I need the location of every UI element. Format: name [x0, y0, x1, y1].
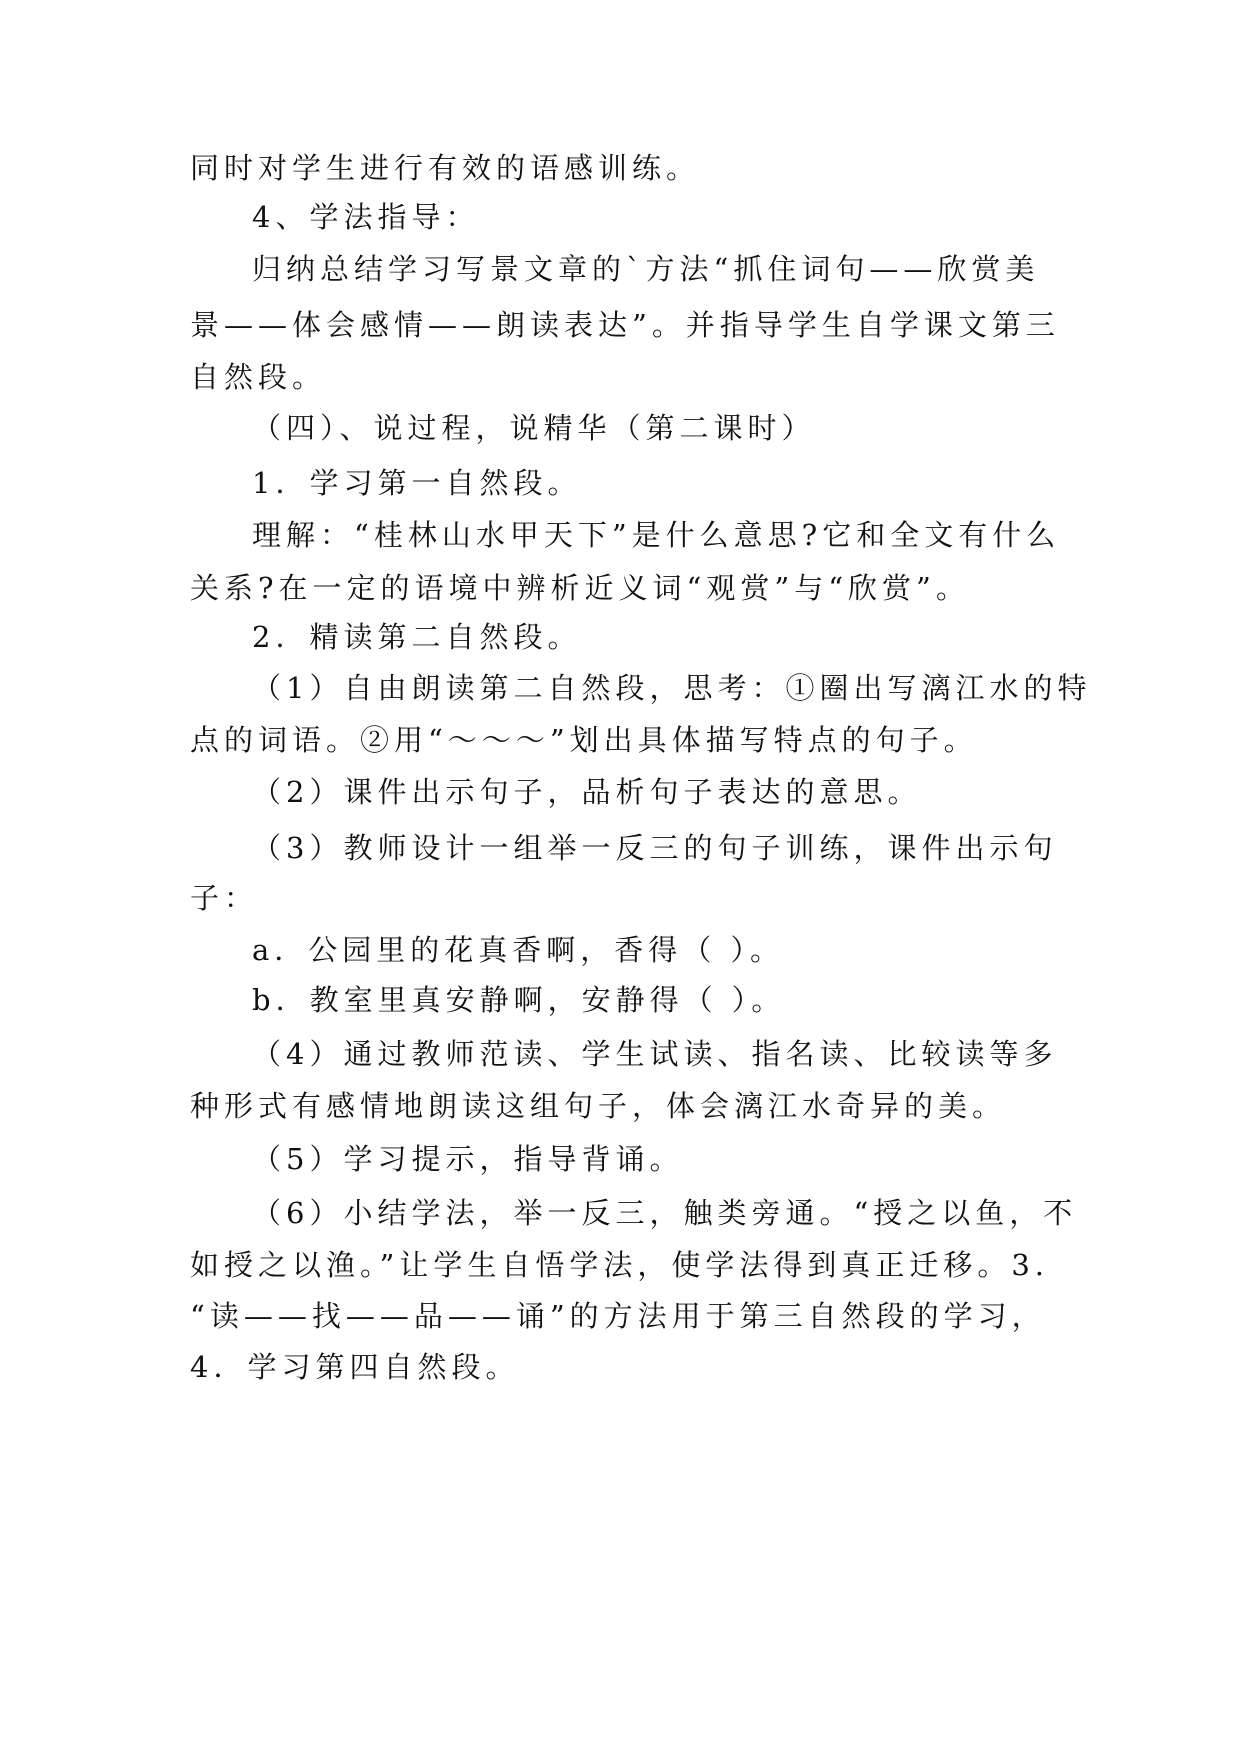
- text-line: 如授之以渔。”让学生自悟学法，使学法得到真正迁移。3.: [190, 1248, 1049, 1282]
- text-line: 种形式有感情地朗读这组句子，体会漓江水奇异的美。: [190, 1089, 1007, 1123]
- text-line: a．公园里的花真香啊，香得（ ）。: [252, 933, 785, 967]
- text-line: （3）教师设计一组举一反三的句子训练，课件出示句: [252, 831, 1058, 865]
- text-line: 自然段。: [190, 360, 327, 394]
- text-line: 点的词语。②用“～～～”划出具体描写特点的句子。: [190, 723, 978, 757]
- section-heading: （四）、说过程，说精华（第二课时）: [252, 411, 816, 445]
- text-line: 1．学习第一自然段。: [252, 466, 582, 500]
- text-line: 2．精读第二自然段。: [252, 620, 582, 654]
- text-line: 4、学法指导：: [252, 200, 480, 234]
- text-line: （2）课件出示句子，品析句子表达的意思。: [252, 775, 922, 809]
- text-line: 子：: [190, 881, 259, 915]
- text-line: （1）自由朗读第二自然段，思考：①圈出写漓江水的特: [252, 671, 1092, 705]
- text-line: （4）通过教师范读、学生试读、指名读、比较读等多: [252, 1037, 1058, 1071]
- text-line: （5）学习提示，指导背诵。: [252, 1142, 684, 1176]
- text-line: b．教室里真安静啊，安静得（ ）。: [252, 983, 786, 1017]
- text-line: 理解：“桂林山水甲天下”是什么意思?它和全文有什么: [252, 518, 1061, 552]
- text-line: （6）小结学法，举一反三，触类旁通。“授之以鱼，不: [252, 1196, 1078, 1230]
- text-line: 归纳总结学习写景文章的`方法“抓住词句——欣赏美: [252, 252, 1040, 286]
- text-line: 景——体会感情——朗读表达”。并指导学生自学课文第三: [190, 308, 1060, 342]
- text-line: 关系?在一定的语境中辨析近义词“观赏”与“欣赏”。: [190, 571, 970, 605]
- text-line: 同时对学生进行有效的语感训练。: [190, 151, 701, 185]
- text-line: 4．学习第四自然段。: [190, 1350, 520, 1384]
- text-line: “读——找——品——诵”的方法用于第三自然段的学习，: [190, 1299, 1046, 1333]
